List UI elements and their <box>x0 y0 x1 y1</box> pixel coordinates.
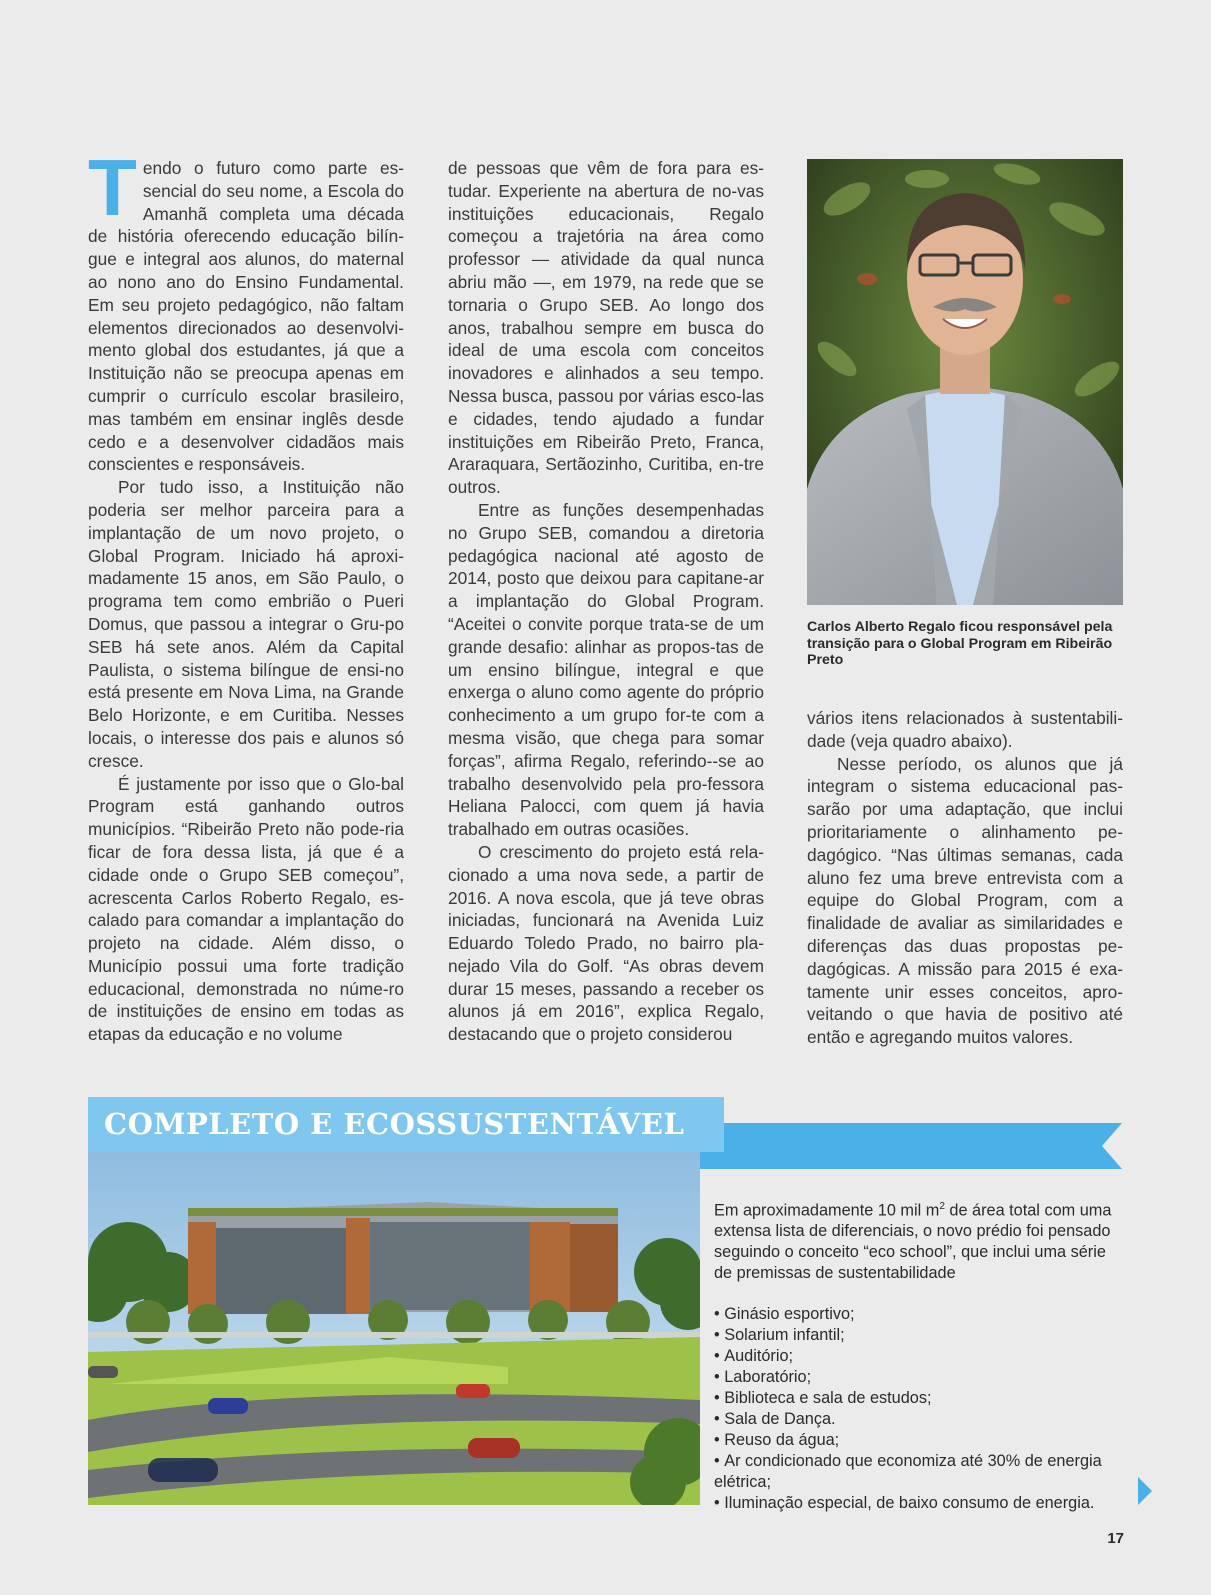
list-item: • Iluminação especial, de baixo consumo de energia. <box>714 1493 1122 1514</box>
building-render <box>88 1152 700 1505</box>
portrait-photo <box>807 159 1123 605</box>
box-title: COMPLETO E ECOSSUSTENTÁVEL <box>88 1097 724 1152</box>
box-intro-start: Em aproximadamente 10 mil m <box>714 1201 940 1220</box>
list-item: • Ginásio esportivo; <box>714 1304 1122 1325</box>
drop-cap: T <box>88 143 137 232</box>
portrait-illustration <box>807 159 1123 605</box>
triangle-right-icon[interactable] <box>1138 1477 1152 1505</box>
article-column-1 <box>88 143 404 1046</box>
box-features-list <box>714 1304 1122 1514</box>
paragraph-5: Entre as funções desempenhadas no Grupo SEB, comandou a diretoria pedagógica nacional até agosto de 2014, posto que deixou para capitane-ar a implantação do Global Program. “Aceitei o convite porque trata-se de um grande desafio: alinhar as propos-tas de um ensino bilíngue, integral e que enxerga o aluno como agente do próprio conhecimento a um grupo for-te com a mesma visão, que chega para somar forças”, afirma Regalo, referindo--se ao trabalho desenvolvido pela pro-fessora Heliana Palocci, com quem já havia trabalhado em outras ocasiões. <box>448 499 764 840</box>
list-item: • Solarium infantil; <box>714 1325 1122 1346</box>
paragraph-1 <box>88 143 404 476</box>
paragraph-6: O crescimento do projeto está rela-cionado a uma nova sede, a partir de 2016. A nova escola, que já teve obras iniciadas, funcionará na Avenida Luiz Eduardo Toledo Prado, no bairro pla-nejado Vila do Golf. “As obras devem durar 15 meses, passando a receber os alunos já em 2016”, explica Regalo, destacando que o projeto considerou <box>448 841 764 1045</box>
box-content <box>714 1196 1122 1514</box>
list-item: • Ar condicionado que economiza até 30% de energia elétrica; <box>714 1451 1122 1493</box>
article-column-3 <box>807 707 1123 1049</box>
paragraph-4: de pessoas que vêm de fora para es-tudar. Experiente na abertura de no-vas instituições educacionais, Regalo começou a trajetória na área como professor — atividade da qual nunca abriu mão —, em 1979, na rede que se tornaria o Grupo SEB. Ao longo dos anos, trabalhou sempre em busca do ideal de uma escola com conceitos inovadores e alinhados a seu tempo. Nessa busca, passou por várias esco-las e cidades, tendo ajudado a fundar instituições em Ribeirão Preto, Franca, Araraquara, Sertãozinho, Curitiba, en-tre outros. <box>448 158 764 498</box>
paragraph-2: Por tudo isso, a Instituição não poderia ser melhor parceira para a implantação de um novo projeto, o Global Program. Iniciado há aproxi-madamente 15 anos, em São Paulo, o programa tem como embrião o Pueri Domus, que passou a integrar o Gru-po SEB há sete anos. Além da Capital Paulista, o sistema bilíngue de ensi-no está presente em Nova Lima, na Grande Belo Horizonte, e em Curitiba. Nesses locais, o interesse dos pais e alunos só cresce. <box>88 477 404 771</box>
list-item: • Laboratório; <box>714 1367 1122 1388</box>
box-intro-superscript: 2 <box>939 1201 945 1212</box>
list-item: • Biblioteca e sala de estudos; <box>714 1388 1122 1409</box>
box-intro-end: de área total com uma extensa lista de diferenciais, o novo prédio foi pensado seguindo o conceito “eco school”, que inclui uma série de premissas de sustentabilidade <box>714 1201 1112 1283</box>
building-illustration <box>88 1152 700 1505</box>
article-column-2 <box>448 157 764 1046</box>
paragraph-1-text: endo o futuro como parte es-sencial do seu nome, a Escola do Amanhã completa uma década de história oferecendo educação bilín-gue e integral aos alunos, do maternal ao nono ano do Ensino Fundamental. Em seu projeto pedagógico, não faltam elementos direcionados ao desenvolvi-mento global dos estudantes, já que a Instituição não se preocupa apenas em cumprir o currículo escolar brasileiro, mas também em ensinar inglês desde cedo e a desenvolver cidadãos mais conscientes e responsáveis. <box>88 158 404 475</box>
list-item: • Reuso da água; <box>714 1430 1122 1451</box>
page-number: 17 <box>1107 1530 1124 1547</box>
list-item: • Sala de Dança. <box>714 1409 1122 1430</box>
paragraph-7: vários itens relacionados à sustentabili-dade (veja quadro abaixo). <box>807 708 1123 751</box>
list-item: • Auditório; <box>714 1346 1122 1367</box>
paragraph-8: Nesse período, os alunos que já integram o sistema educacional pas-sarão por uma adaptação, que inclui prioritariamente o alinhamento pe-dagógico. “Nas últimas semanas, cada aluno fez uma breve entrevista com a equipe do Global Program, com a finalidade de avaliar as similaridades e diferenças das duas propostas pe-dagógicas. A missão para 2015 é exa-tamente unir esses conceitos, apro-veitando o que havia de positivo até então e agregando muitos valores. <box>807 753 1123 1048</box>
box-intro <box>714 1196 1122 1284</box>
banner-ribbon <box>690 1123 1122 1169</box>
paragraph-3: É justamente por isso que o Glo-bal Program está ganhando outros municípios. “Ribeirão Preto não pode-ria ficar de fora dessa lista, já que é a cidade onde o Grupo SEB começou”, acrescenta Carlos Roberto Regalo, es-calado para comandar a implantação do projeto na cidade. Além disso, o Município possui uma forte tradição educacional, demonstrada no núme-ro de instituições de ensino em todas as etapas da educação e no volume <box>88 773 404 1045</box>
photo-caption: Carlos Alberto Regalo ficou responsável pela transição para o Global Program em Ribeirão Preto <box>807 619 1113 669</box>
